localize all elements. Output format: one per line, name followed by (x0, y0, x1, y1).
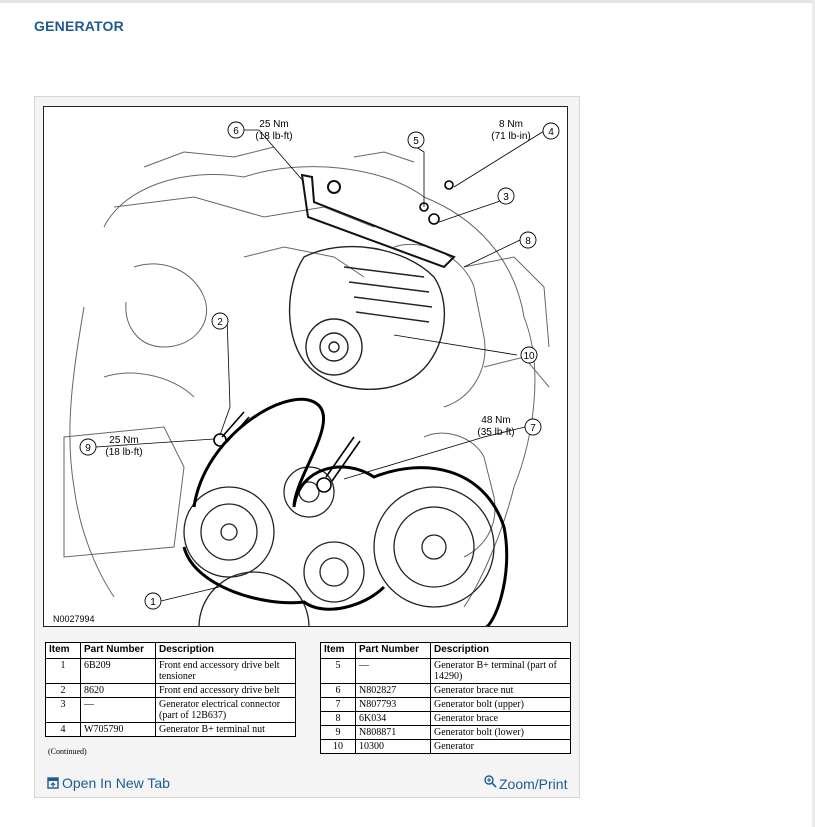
item-number: 2 (46, 684, 81, 698)
callout-4: 4 (548, 127, 554, 138)
torque-6-nm: 25 Nm (259, 119, 289, 130)
part-description: Generator B+ terminal (part of 14290) (431, 659, 571, 684)
part-description: Generator brace (431, 712, 571, 726)
part-number: N808871 (356, 726, 431, 740)
torque-4-nm: 8 Nm (499, 119, 523, 130)
figure-panel (34, 96, 580, 798)
part-description: Generator brace nut (431, 684, 571, 698)
table-row (321, 659, 571, 684)
open-new-tab-icon (47, 777, 59, 789)
part-number: 6B209 (81, 659, 156, 684)
part-description: Front end accessory drive belt tensioner (156, 659, 296, 684)
item-number: 1 (46, 659, 81, 684)
torque-9-nm: 25 Nm (109, 435, 139, 446)
table-row (321, 684, 571, 698)
callout-2: 2 (217, 317, 223, 328)
callout-8: 8 (525, 236, 531, 247)
table-row (46, 698, 296, 723)
parts-table-left (45, 642, 296, 737)
page-title: GENERATOR (34, 18, 124, 34)
top-border (0, 0, 815, 3)
callout-7: 7 (530, 423, 536, 434)
item-number: 7 (321, 698, 356, 712)
part-description: Generator bolt (upper) (431, 698, 571, 712)
table-row (46, 659, 296, 684)
continued-note: (Continued) (48, 747, 87, 756)
header-description: Description (431, 643, 571, 659)
callout-6: 6 (233, 126, 239, 137)
header-item: Item (46, 643, 81, 659)
torque-7-lbft: (35 lb-ft) (477, 427, 515, 438)
torque-6-lbft: (18 lb-ft) (255, 131, 293, 142)
callout-9: 9 (85, 443, 91, 454)
item-number: 6 (321, 684, 356, 698)
figure-id: N0027994 (53, 614, 95, 624)
header-part-number: Part Number (356, 643, 431, 659)
part-number: W705790 (81, 723, 156, 737)
part-number: 8620 (81, 684, 156, 698)
part-number: 6K034 (356, 712, 431, 726)
part-number: N802827 (356, 684, 431, 698)
part-description: Generator bolt (lower) (431, 726, 571, 740)
generator-diagram-svg (44, 107, 568, 627)
torque-7-nm: 48 Nm (481, 415, 511, 426)
table-row (321, 712, 571, 726)
callout-5: 5 (413, 136, 419, 147)
header-description: Description (156, 643, 296, 659)
item-number: 3 (46, 698, 81, 723)
zoom-print-label: Zoom/Print (499, 776, 568, 792)
open-in-new-tab-link[interactable] (47, 775, 170, 791)
item-number: 5 (321, 659, 356, 684)
open-in-new-tab-label: Open In New Tab (62, 775, 170, 791)
part-number: N807793 (356, 698, 431, 712)
header-part-number: Part Number (81, 643, 156, 659)
callout-10: 10 (523, 351, 535, 362)
table-row (46, 723, 296, 737)
table-row (321, 740, 571, 754)
item-number: 10 (321, 740, 356, 754)
part-description: Generator electrical connector (part of 12B637) (156, 698, 296, 723)
callout-1: 1 (150, 597, 156, 608)
part-description: Front end accessory drive belt (156, 684, 296, 698)
zoom-in-icon (484, 775, 497, 788)
part-number: — (81, 698, 156, 723)
item-number: 4 (46, 723, 81, 737)
part-number: 10300 (356, 740, 431, 754)
table-row (321, 726, 571, 740)
callout-3: 3 (503, 192, 509, 203)
item-number: 9 (321, 726, 356, 740)
engine-illustration (43, 106, 568, 627)
table-row (46, 684, 296, 698)
zoom-print-link[interactable] (484, 775, 567, 792)
torque-9-lbft: (18 lb-ft) (105, 447, 143, 458)
part-description: Generator (431, 740, 571, 754)
header-item: Item (321, 643, 356, 659)
table-row (321, 698, 571, 712)
torque-4-lbin: (71 lb-in) (491, 131, 531, 142)
parts-table-right (320, 642, 571, 754)
part-number: — (356, 659, 431, 684)
part-description: Generator B+ terminal nut (156, 723, 296, 737)
item-number: 8 (321, 712, 356, 726)
